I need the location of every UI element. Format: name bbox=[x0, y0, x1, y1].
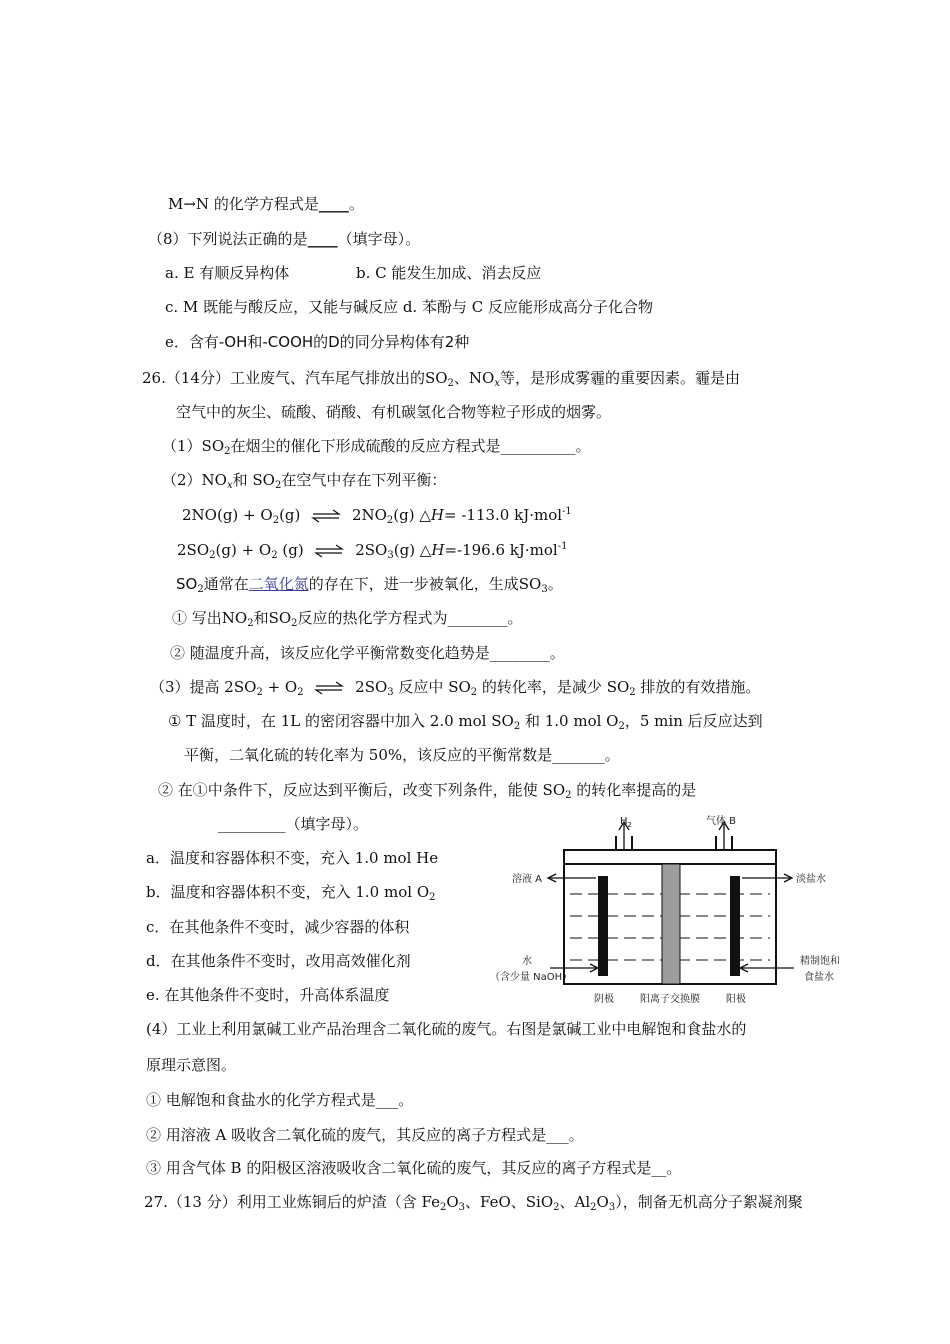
q26-intro-line1: 26.（14分）工业废气、汽车尾气排放出的$SO_2$、$NO_x$等，是形成雾霾的重要因素。霾是由 bbox=[142, 369, 740, 389]
q26-option-d: d．在其他条件不变时，改用高效催化剂 bbox=[146, 952, 411, 970]
dilute-brine-label: 淡盐水 bbox=[796, 874, 826, 885]
brine-in-arrow-icon bbox=[740, 964, 794, 972]
cation-exchange-membrane bbox=[662, 864, 680, 984]
q26-option-a: a．温度和容器体积不变，充入 1.0 mol He bbox=[146, 849, 439, 867]
q26-part2-item1: ① 写出$NO_2$和$SO_2$反应的热化学方程式为________。 bbox=[172, 609, 523, 629]
dilute-brine-arrow-icon bbox=[742, 874, 792, 882]
equilibrium-equation-2: $2SO_2(g) + O_2$ (g) $2SO_3(g)$ △H=-196.6 kJ·mol$^{-1}$ bbox=[177, 541, 568, 561]
q26-option-e: e. 在其他条件不变时，升高体系温度 bbox=[146, 986, 390, 1004]
equilibrium-arrow-icon bbox=[314, 681, 344, 695]
membrane-label: 阳离子交换膜 bbox=[640, 994, 700, 1005]
q8-option-e: e．含有-OH和-COOH的D的同分异构体有2种 bbox=[165, 333, 470, 351]
q26-option-b: b．温度和容器体积不变，充入 1.0 mol $O_2$ bbox=[146, 883, 436, 903]
solution-a-arrow-icon bbox=[548, 874, 596, 882]
q26-part4-item2: ② 用溶液 A 吸收含二氧化硫的废气，其反应的离子方程式是___。 bbox=[146, 1126, 584, 1144]
equilibrium-arrow-icon bbox=[314, 544, 344, 558]
q26-part4-item3: ③ 用含气体 B 的阳极区溶液吸收含二氧化硫的废气，其反应的离子方程式是__。 bbox=[146, 1159, 682, 1177]
cathode-electrode bbox=[598, 876, 608, 976]
q8-prompt: （8）下列说法正确的是____（填字母）。 bbox=[148, 230, 421, 248]
equilibrium-equation-1: $2NO(g) + O_2(g)$ $2NO_2(g)$ △H= -113.0 kJ·mol$^{-1}$ bbox=[182, 506, 572, 526]
chlor-alkali-electrolysis-diagram bbox=[484, 814, 856, 1010]
q26-part3-item1-line2: 平衡，二氧化硫的转化率为 50%，该反应的平衡常数是_______。 bbox=[184, 746, 620, 764]
q26-part3: （3）提高 $2SO_2 + O_2$ $2SO_3$ 反应中 $SO_2$ 的转化率，是减少 $SO_2$ 排放的有效措施。 bbox=[150, 678, 761, 698]
q26-part4-line2: 原理示意图。 bbox=[146, 1056, 237, 1074]
gas-b-label: 气体 B bbox=[706, 816, 737, 827]
nitrogen-dioxide-link[interactable]: 二氧化氮 bbox=[248, 575, 309, 593]
water-note-label: （含少量 NaOH） bbox=[490, 972, 573, 983]
q26-part3-item2-blank: _________（填字母）。 bbox=[218, 815, 369, 833]
cell-outline bbox=[564, 850, 776, 864]
q8-option-b: b. C 能发生加成、消去反应 bbox=[356, 264, 542, 282]
q26-part2: $(2)NO_x$和 $SO_2$在空气中存在下列平衡： bbox=[162, 471, 447, 491]
q8-option-a: a. E 有顺反异构体 bbox=[165, 264, 290, 282]
mn-equation-prompt: M→N 的化学方程式是____。 bbox=[168, 195, 364, 213]
q26-part1: $(1)SO_2$在烟尘的催化下形成硫酸的反应方程式是__________。 bbox=[162, 437, 591, 457]
q26-intro-line2: 空气中的灰尘、硫酸、硝酸、有机碳氢化合物等粒子形成的烟雾。 bbox=[176, 403, 612, 421]
anode-electrode bbox=[730, 876, 740, 976]
q26-part4-line1: (4）工业上利用氯碱工业产品治理含二氧化硫的废气。右图是氯碱工业中电解饱和食盐水的 bbox=[146, 1020, 747, 1038]
q26-option-c: c．在其他条件不变时，减少容器的体积 bbox=[146, 918, 410, 936]
water-in-arrow-icon bbox=[550, 964, 598, 972]
q26-part3-item1-line1: ① T 温度时，在 1L 的密闭容器中加入 2.0 mol $SO_2$ 和 1.0 mol $O_2$，5 min 后反应达到 bbox=[168, 712, 763, 732]
so2-oxidation-note: $SO_2$通常在二氧化氮的存在下，进一步被氧化，生成$SO_3$。 bbox=[176, 575, 563, 595]
anode-label: 阳极 bbox=[726, 994, 746, 1005]
q26-part3-item2: ② 在①中条件下，反应达到平衡后，改变下列条件，能使 $SO_2$ 的转化率提高的是 bbox=[158, 781, 697, 801]
cathode-label: 阴极 bbox=[594, 994, 614, 1005]
solution-a-label: 溶液 A bbox=[512, 874, 543, 885]
equilibrium-arrow-icon bbox=[311, 509, 341, 523]
q26-part2-item2: ② 随温度升高，该反应化学平衡常数变化趋势是________。 bbox=[170, 644, 565, 662]
brine-label-line1: 精制饱和 bbox=[800, 956, 840, 967]
q27-intro: 27.（13 分）利用工业炼铜后的炉渣（含 $Fe_2O_3$、FeO、SiO$_2$、$Al_2O_3$），制备无机高分子絮凝剂聚 bbox=[144, 1193, 803, 1213]
water-label: 水 bbox=[522, 956, 532, 967]
brine-label-line2: 食盐水 bbox=[804, 972, 834, 983]
q8-option-c-d: c. M 既能与酸反应，又能与碱反应 d. 苯酚与 C 反应能形成高分子化合物 bbox=[165, 298, 653, 316]
h2-label: $H_2$ bbox=[620, 816, 632, 829]
q26-part4-item1: ① 电解饱和食盐水的化学方程式是___。 bbox=[146, 1091, 414, 1109]
